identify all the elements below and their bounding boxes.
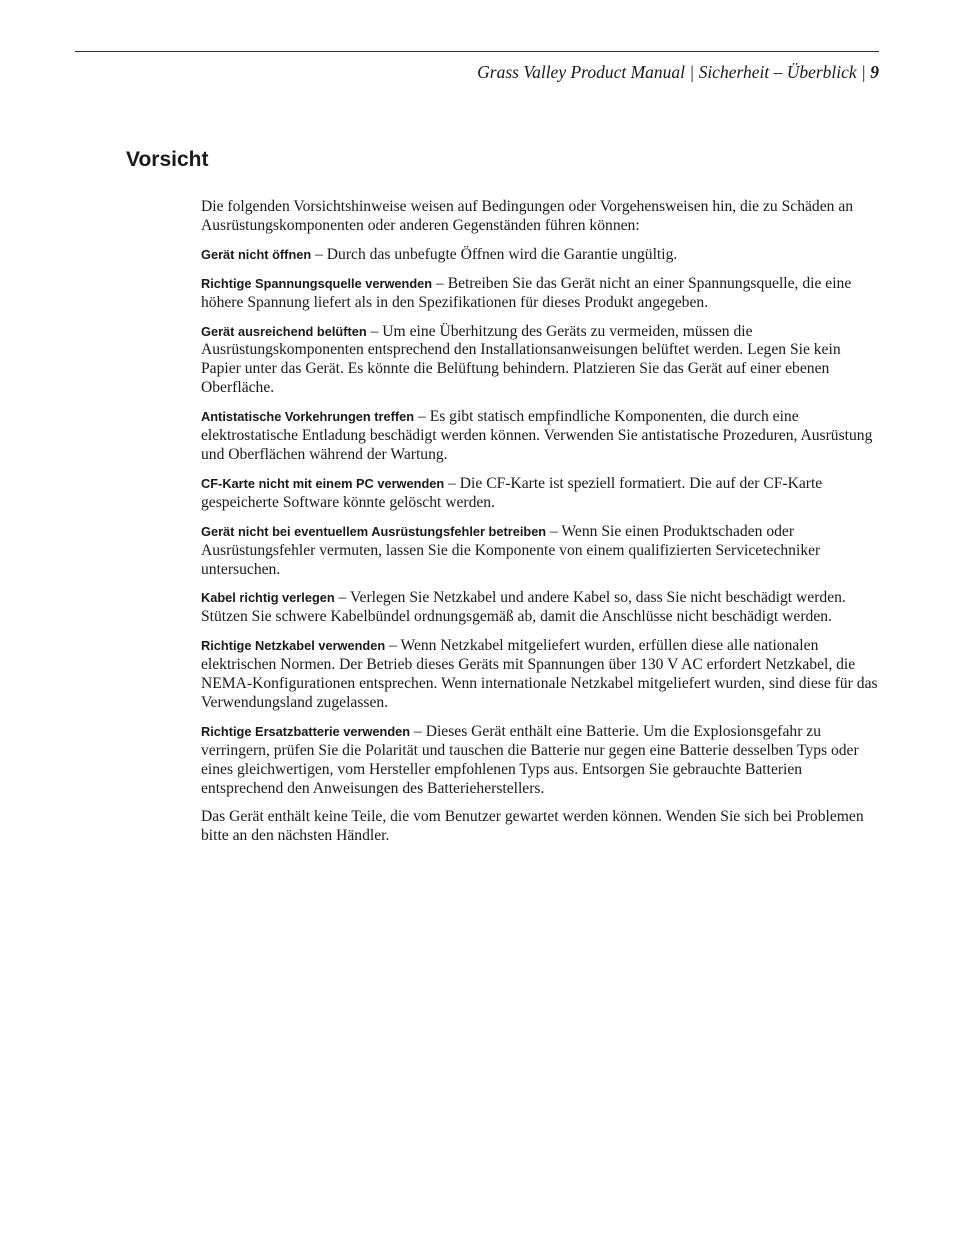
closing-paragraph: Das Gerät enthält keine Teile, die vom Benutzer gewartet werden können. Wenden Sie sich bei Problemen bitte an den nächsten Händler. — [201, 808, 864, 845]
caution-text: – Dieses Gerät enthält eine Batterie. Um die Explosionsgefahr zu verringern, prüfen Sie die Polarität und tauschen die Batterie nur gegen eine Batterie desselben Typs oder eines gleichwertigen, vom Hersteller empfohlenen Typs aus. Entsorgen Sie gebrauchte Batterien entsprechend den Anweisungen des Batterieherstellers. — [201, 722, 859, 797]
caution-item — [201, 275, 879, 313]
section-body — [201, 198, 879, 856]
caution-item — [201, 246, 879, 265]
caution-term: Richtige Netzkabel verwenden — [201, 638, 386, 654]
caution-text: – Um eine Überhitzung des Geräts zu vermeiden, müssen die Ausrüstungskomponenten entsprechend den Installationsanweisungen belüftet werden. Legen Sie kein Papier unter das Gerät. Es könnte die Belüftung behindern. Platzieren Sie das Gerät auf einer ebenen Oberfläche. — [201, 322, 841, 397]
caution-item — [201, 408, 879, 465]
caution-item — [201, 589, 879, 627]
caution-term: Gerät nicht bei eventuellem Ausrüstungsfehler betreiben — [201, 523, 547, 539]
caution-text: – Die CF-Karte ist speziell formatiert. Die auf der CF-Karte gespeicherte Software könnte gelöscht werden. — [201, 474, 823, 511]
caution-text: – Wenn Netzkabel mitgeliefert wurden, erfüllen diese alle nationalen elektrischen Normen. Der Betrieb dieses Geräts mit Spannungen über 130 V AC erfordert Netzkabel, die NEMA-Konfigurationen entsprechen. Wenn internationale Netzkabel mitgeliefert wurden, sind diese für das Verwendungsland zugelassen. — [201, 637, 878, 711]
intro-paragraph: Die folgenden Vorsichtshinweise weisen auf Bedingungen oder Vorgehensweisen hin, die zu Schäden an Ausrüstungskomponenten oder anderen Gegenständen führen können: — [201, 198, 854, 234]
caution-text: – Es gibt statisch empfindliche Komponenten, die durch eine elektrostatische Entladung beschädigt werden können. Verwenden Sie antistatische Prozeduren, Ausrüstung und Oberflächen während der Wartung. — [201, 408, 873, 463]
caution-item — [201, 475, 879, 513]
section-title: Vorsicht — [126, 148, 209, 171]
caution-term: Antistatische Vorkehrungen treffen — [201, 409, 415, 425]
caution-item — [201, 523, 879, 580]
caution-text: – Betreiben Sie das Gerät nicht an einer Spannungsquelle, die eine höhere Spannung liefert als in den Spezifikationen für dieses Produkt angegeben. — [201, 274, 852, 311]
caution-term: CF-Karte nicht mit einem PC verwenden — [201, 475, 445, 491]
caution-term: Kabel richtig verlegen — [201, 590, 335, 606]
caution-item — [201, 323, 879, 399]
caution-text: – Durch das unbefugte Öffnen wird die Garantie ungültig. — [311, 245, 678, 263]
caution-item — [201, 723, 879, 799]
caution-item — [201, 637, 879, 713]
running-header — [477, 62, 879, 83]
running-title: Grass Valley Product Manual | Sicherheit – Überblick | — [477, 62, 871, 82]
header-rule — [75, 51, 879, 52]
page-number: 9 — [870, 62, 879, 82]
caution-term: Gerät ausreichend belüften — [201, 323, 367, 339]
caution-text: – Verlegen Sie Netzkabel und andere Kabel so, dass Sie nicht beschädigt werden. Stützen Sie schwere Kabelbündel ordnungsgemäß ab, damit die Anschlüsse nicht beschädigt werden. — [201, 589, 846, 626]
caution-term: Richtige Ersatzbatterie verwenden — [201, 723, 411, 739]
caution-term: Gerät nicht öffnen — [201, 246, 312, 262]
caution-term: Richtige Spannungsquelle verwenden — [201, 275, 433, 291]
caution-text: – Wenn Sie einen Produktschaden oder Ausrüstungsfehler vermuten, lassen Sie die Komponente von einem qualifizierten Servicetechniker untersuchen. — [201, 522, 821, 578]
